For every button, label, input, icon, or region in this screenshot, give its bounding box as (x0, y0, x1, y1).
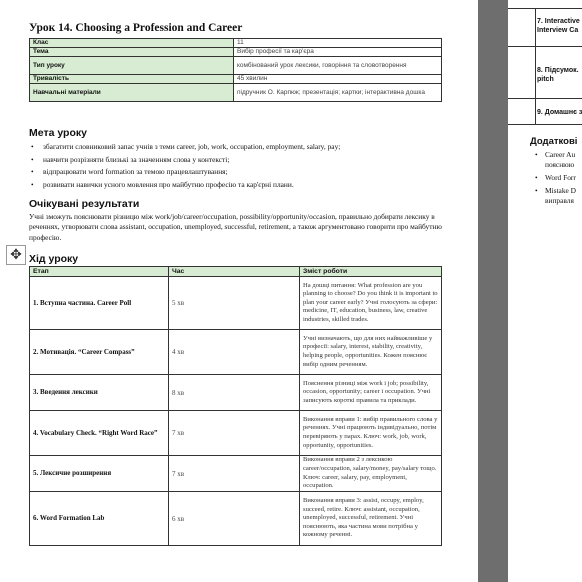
table-border (508, 124, 582, 125)
info-key: Тип уроку (30, 57, 234, 75)
extra-item (545, 150, 575, 170)
table-border-left (535, 8, 536, 124)
info-value: комбінований урок лексики, говоріння та словотворення (234, 57, 442, 75)
table-row (30, 330, 442, 375)
step-stage: 5. Лексичне розширення (30, 456, 169, 492)
lesson-title: Урок 14. Choosing a Profession and Career (29, 22, 243, 34)
table-border (508, 46, 582, 47)
step-time: 5 хв (169, 277, 300, 330)
results-heading: Очікувані результати (29, 198, 140, 210)
p2-row-7-line1: 7. Interactive (537, 18, 580, 25)
col-header-stage: Етап (30, 267, 169, 277)
info-value: 11 (234, 39, 442, 48)
step-content: На дошці питання: What profession are you planning to choose? Do you think it is important to plan your career early? Учні голосують за сфери: medicine, IT, education, business, law, creative industries, skilled trades. (300, 277, 442, 330)
step-time: 8 хв (169, 375, 300, 411)
table-row (30, 492, 442, 546)
extra-heading: Додаткові (530, 136, 578, 147)
bullet: • (535, 186, 538, 195)
p2-row-7-line2: Interview Ca (537, 27, 579, 34)
step-time: 6 хв (169, 492, 300, 546)
step-stage: 2. Мотивація. “Career Compass” (30, 330, 169, 375)
document-page-right (508, 0, 582, 582)
step-stage: 3. Введення лексики (30, 375, 169, 411)
step-content: Виконання вправи 1: вибір правильного слова у реченнях. Учні працюють індивідуально, потім перевіряють у парах. Ключ: work, job, work, opportunity, opportunities. (300, 411, 442, 456)
goals-heading: Мета уроку (29, 127, 87, 139)
extra-item-line: пояснюю (545, 160, 575, 169)
info-value: підручник О. Карпюк; презентація; картки; інтерактивна дошка (234, 84, 442, 102)
p2-row-8 (537, 66, 579, 84)
table-row (30, 277, 442, 330)
extra-item-line: Mistake D (545, 186, 576, 195)
step-time: 7 хв (169, 456, 300, 492)
info-value: 45 хвилин (234, 75, 442, 84)
step-content: Виконання вправи 2 з лексикою career/occupation, salary/money, pay/salary тощо. Ключ: career, salary, pay, employment, occupation. (300, 456, 442, 492)
info-key: Тема (30, 48, 234, 57)
step-stage: 4. Vocabulary Check. “Right Word Race” (30, 411, 169, 456)
info-value: Вибір професії та кар'єра (234, 48, 442, 57)
info-row (30, 48, 442, 57)
col-header-content: Зміст роботи (300, 267, 442, 277)
step-content: Пояснення різниці між work і job; possibility, occasion, opportunity; career і occupation. Учні записують короткі правила та приклади. (300, 375, 442, 411)
bullet: • (535, 173, 538, 182)
info-row (30, 75, 442, 84)
info-row (30, 39, 442, 48)
goal-item: • розвивати навички усного мовлення про майбутню професію та кар'єрні плани. (29, 179, 340, 192)
table-row (30, 375, 442, 411)
p2-row-8-line1: 8. Підсумок. (537, 67, 579, 74)
step-content: Виконання вправи 3: assist, occupy, employ, succeed, retire. Ключ: assistant, occupation, unemployed, successful, retirement. Учні пояснюють, яка частина мови потрібна у кожному реченні. (300, 492, 442, 546)
table-border (508, 98, 582, 99)
lesson-info-table (29, 38, 442, 102)
bullet: • (535, 150, 538, 159)
info-key: Навчальні матеріали (30, 84, 234, 102)
extra-item-line: Word Forr (545, 173, 576, 182)
info-key: Тривалість (30, 75, 234, 84)
goal-item: • збагатити словниковий запас учнів з теми career, job, work, occupation, employment, salary, pay; (29, 141, 340, 154)
p2-row-7 (537, 17, 580, 35)
info-row (30, 84, 442, 102)
step-stage: 6. Word Formation Lab (30, 492, 169, 546)
step-stage: 1. Вступна частина. Career Poll (30, 277, 169, 330)
extra-item (545, 186, 576, 206)
steps-header-row (30, 267, 442, 277)
p2-row-9: 9. Домашнє з (537, 109, 582, 116)
table-row (30, 456, 442, 492)
table-row (30, 411, 442, 456)
page-gutter (478, 0, 508, 582)
goal-item: • відпрацювати word formation за темою працевлаштування; (29, 166, 340, 179)
step-time: 4 хв (169, 330, 300, 375)
info-key: Клас (30, 39, 234, 48)
move-icon[interactable]: ✥ (6, 245, 26, 265)
steps-heading: Хід уроку (29, 253, 79, 265)
extra-item-line: Career Au (545, 150, 576, 159)
extra-item-line: виправля (545, 196, 574, 205)
extra-item (545, 173, 576, 183)
col-header-time: Час (169, 267, 300, 277)
step-content: Учні визначають, що для них найважливіше у професії: salary, interest, stability, creativity, helping people, opportunities. Кожен пояснює вибір одним реченням. (300, 330, 442, 375)
info-row (30, 57, 442, 75)
table-border (508, 8, 582, 9)
p2-row-8-line2: pitch (537, 76, 554, 83)
results-text: Учні зможуть пояснювати різницю між work/job/career/occupation, possibility/opportunity/occasion, правильно добирати лексику в реченнях, утворювати слова assistant, occupation, unemployed, successful, retirement, а також аргументовано говорити про майбутню професію. (29, 212, 442, 242)
goals-list (29, 141, 340, 191)
goal-item: • навчити розрізняти близькі за значенням слова у контексті; (29, 154, 340, 167)
step-time: 7 хв (169, 411, 300, 456)
lesson-steps-table (29, 266, 442, 546)
